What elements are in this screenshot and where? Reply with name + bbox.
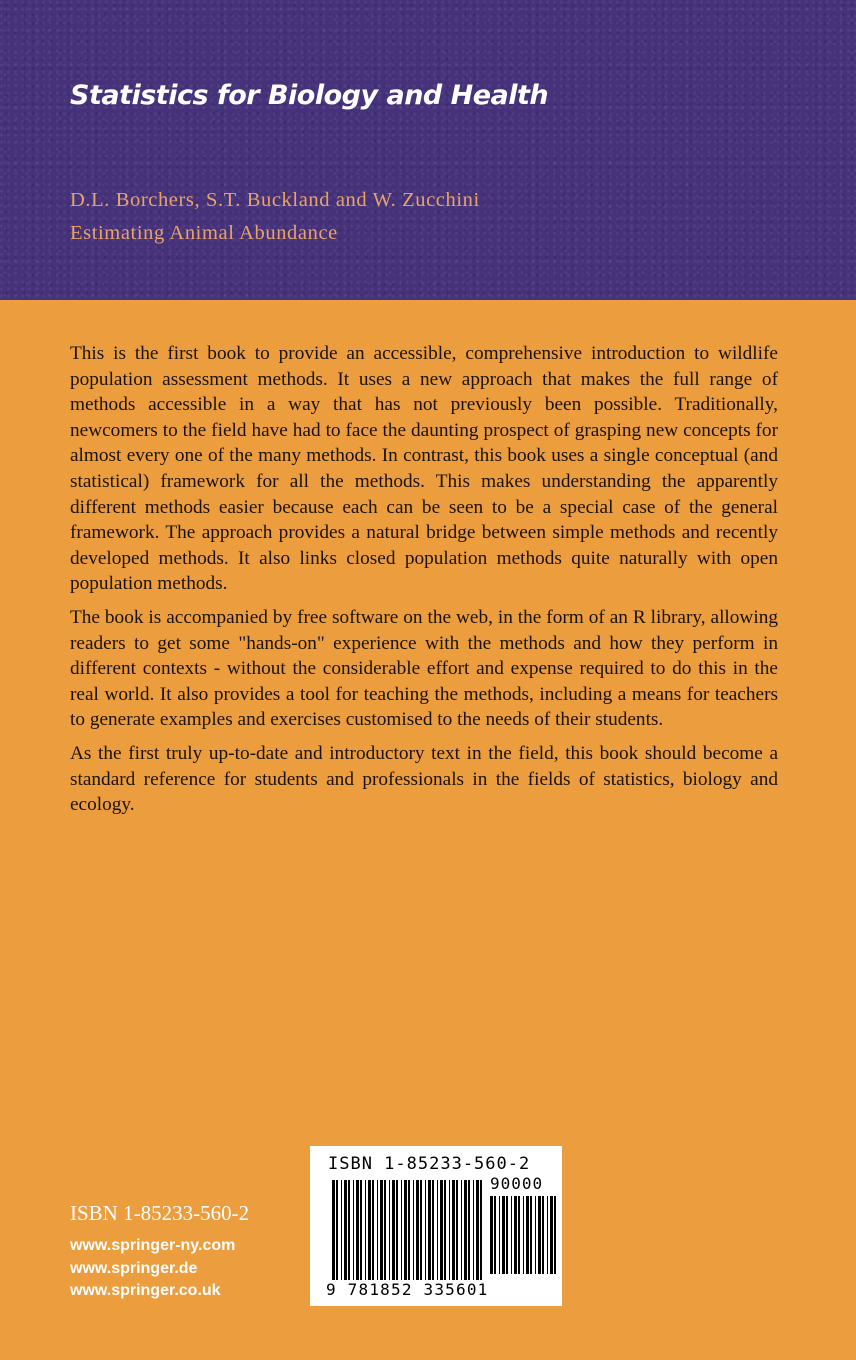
barcode-bar: [506, 1196, 508, 1274]
barcode-bar: [372, 1180, 374, 1280]
barcode-bar: [437, 1180, 438, 1280]
blurb-text: [70, 341, 778, 826]
barcode-bar: [502, 1196, 505, 1274]
barcode-bar: [464, 1180, 467, 1280]
barcode-bar: [499, 1196, 500, 1274]
barcode-bar: [542, 1196, 544, 1274]
barcode-bar: [461, 1180, 462, 1280]
barcode-bar: [449, 1180, 450, 1280]
barcode-bar: [476, 1180, 479, 1280]
barcode-bar: [473, 1180, 474, 1280]
barcode-bar: [377, 1180, 378, 1280]
barcode-bar: [511, 1196, 512, 1274]
barcode-bar: [408, 1180, 410, 1280]
url-springer-uk[interactable]: www.springer.co.uk: [70, 1282, 221, 1299]
barcode-bar: [535, 1196, 536, 1274]
barcode-bar: [420, 1180, 422, 1280]
barcode-bar: [401, 1180, 402, 1280]
barcode-bar: [526, 1196, 529, 1274]
barcode: [310, 1146, 562, 1306]
barcode-bar: [344, 1180, 347, 1280]
url-springer-de[interactable]: www.springer.de: [70, 1259, 198, 1277]
barcode-bar: [389, 1180, 390, 1280]
barcode-bar: [456, 1180, 458, 1280]
series-title: Statistics for Biology and Health: [70, 80, 549, 111]
barcode-bar: [518, 1196, 520, 1274]
book-authors: D.L. Borchers, S.T. Buckland and W. Zucchini: [70, 189, 480, 211]
barcode-bar: [336, 1180, 338, 1280]
barcode-bar: [332, 1180, 335, 1280]
barcode-bar: [550, 1196, 553, 1274]
barcode-bar: [523, 1196, 524, 1274]
barcode-bar: [341, 1180, 342, 1280]
url-springer-ny[interactable]: www.springer-ny.com: [70, 1237, 236, 1254]
barcode-bar: [380, 1180, 383, 1280]
barcode-bar: [490, 1196, 493, 1274]
barcode-bar: [547, 1196, 548, 1274]
barcode-isbn: ISBN 1-85233-560-2: [328, 1154, 531, 1174]
barcode-bar: [452, 1180, 455, 1280]
barcode-bar: [396, 1180, 398, 1280]
blurb-paragraph-3: As the first truly up-to-date and introductory text in the field, this book should become a standard reference for students and professionals in the fields of statistics, biology and ecology.: [70, 742, 778, 816]
barcode-bar: [365, 1180, 366, 1280]
barcode-bar: [356, 1180, 359, 1280]
barcode-bar: [360, 1180, 362, 1280]
barcode-bar: [413, 1180, 414, 1280]
barcode-bar: [494, 1196, 496, 1274]
barcode-bar: [404, 1180, 407, 1280]
publisher-urls: [70, 1235, 235, 1303]
cover-top-band: [0, 0, 856, 300]
barcode-bar: [554, 1196, 556, 1274]
barcode-price-code: 90000: [490, 1174, 544, 1193]
barcode-bar: [468, 1180, 470, 1280]
barcode-bar: [428, 1180, 431, 1280]
barcode-bar: [440, 1180, 443, 1280]
barcode-bar: [444, 1180, 446, 1280]
barcode-bar: [353, 1180, 354, 1280]
barcode-bar: [425, 1180, 426, 1280]
barcode-bar: [530, 1196, 532, 1274]
blurb-paragraph-1: This is the first book to provide an accessible, comprehensive introduction to wildlife population assessment methods. It uses a new approach that makes the full range of methods accessible in a way that has not previously been possible. Traditionally, newcomers to the field have had to face the daunting prospect of grasping new concepts for almost every one of the many methods. In contrast, this book uses a single conceptual (and statistical) framework for all the methods. This makes understanding the apparently different methods easier because each can be seen to be a special case of the general framework. The approach provides a natural bridge between simple methods and recently developed methods. It also links closed population methods quite naturally with open population methods.: [70, 343, 778, 595]
barcode-digits: 9 781852 335601: [326, 1280, 489, 1299]
barcode-bar: [392, 1180, 395, 1280]
barcode-bar: [416, 1180, 419, 1280]
blurb-paragraph-2: The book is accompanied by free software on the web, in the form of an R library, allowing readers to get some "hands-on" experience with the methods and how they perform in different contexts - without the considerable effort and expense required to do this in the real world. It also provides a tool for teaching the methods, including a means for teachers to generate examples and exercises customised to the needs of their students.: [70, 606, 778, 731]
barcode-bar: [368, 1180, 371, 1280]
barcode-bar: [384, 1180, 386, 1280]
isbn-text: ISBN 1-85233-560-2: [70, 1201, 250, 1225]
barcode-bar: [432, 1180, 434, 1280]
barcode-bar: [348, 1180, 350, 1280]
book-title: Estimating Animal Abundance: [70, 222, 338, 244]
barcode-bar: [480, 1180, 482, 1280]
barcode-bar: [538, 1196, 541, 1274]
barcode-bar: [514, 1196, 517, 1274]
